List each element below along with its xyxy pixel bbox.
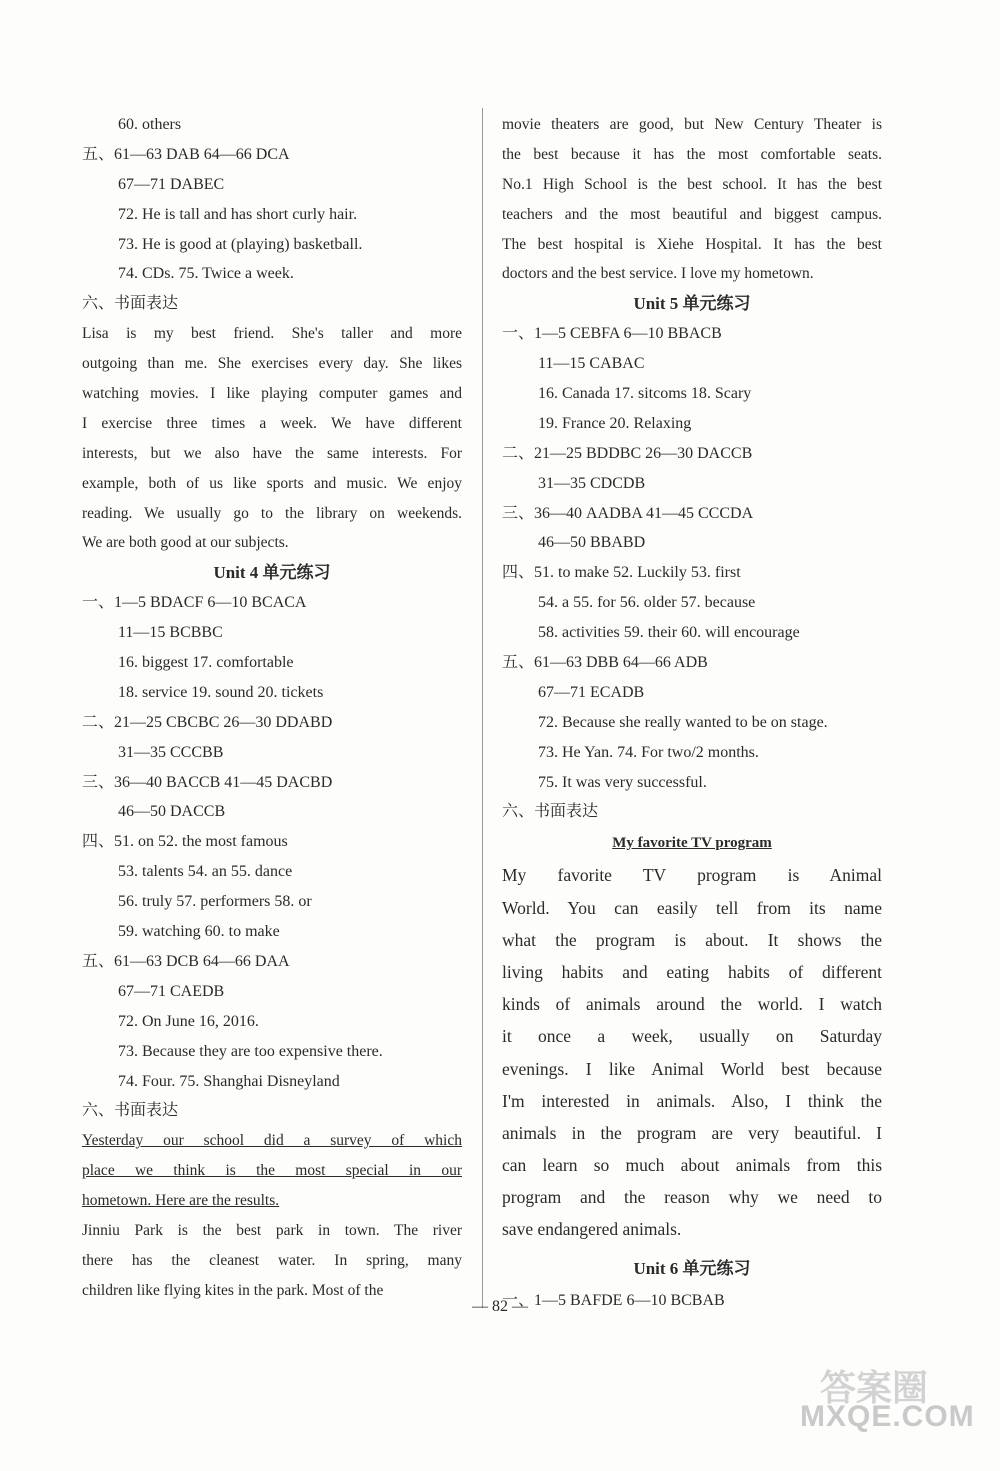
answer-line: 31—35 CCCBB xyxy=(118,743,224,761)
page-number: — 82 — xyxy=(472,1298,528,1315)
paragraph-line: The best hospital is Xiehe Hospital. It has the best xyxy=(502,235,882,253)
unit6-heading: Unit 6 单元练习 xyxy=(633,1258,751,1278)
answer-line: 六、书面表达 xyxy=(82,1102,179,1120)
answer-line: 74. Four. 75. Shanghai Disneyland xyxy=(118,1072,340,1090)
paragraph-line: movie theaters are good, but New Century Theater is xyxy=(502,116,882,133)
answer-line: 18. service 19. sound 20. tickets xyxy=(118,683,324,701)
paragraph-line: interests, but we also have the same interests. For xyxy=(82,444,462,462)
paragraph-line: living habits and eating habits of different xyxy=(502,961,882,982)
paragraph-line: I exercise three times a week. We have different xyxy=(82,414,462,432)
paragraph-line: it once a week, usually on Saturday xyxy=(502,1026,882,1047)
unit4-heading: Unit 4 单元练习 xyxy=(213,563,331,583)
answer-line: 67—71 DABEC xyxy=(118,175,225,193)
answer-line: 56. truly 57. performers 58. or xyxy=(118,893,312,911)
paragraph-line: watching movies. I like playing computer games and xyxy=(82,385,462,403)
unit4-answers xyxy=(82,588,462,1126)
answer-line: 五、61—63 DCB 64—66 DAA xyxy=(82,952,290,970)
answer-line: 三、36—40 BACCB 41—45 DACBD xyxy=(82,773,333,791)
answer-line: 74. CDs. 75. Twice a week. xyxy=(118,265,294,283)
answer-line: 四、51. to make 52. Luckily 53. first xyxy=(502,564,741,582)
answer-line: 60. others xyxy=(118,116,182,133)
paragraph-line: World. You can easily tell from its name xyxy=(502,897,882,918)
paragraph-line: example, both of us like sports and music. We enjoy xyxy=(82,474,462,492)
paragraph-line: save endangered animals. xyxy=(502,1219,682,1240)
paragraph-line: children like flying kites in the park. Most of the xyxy=(82,1281,384,1299)
answer-line: 一、1—5 BAFDE 6—10 BCBAB xyxy=(502,1291,725,1309)
paragraph-line: teachers and the most beautiful and biggest campus. xyxy=(502,205,882,223)
paragraph-line: evenings. I like Animal World best because xyxy=(502,1058,882,1079)
answer-line: 一、1—5 BDACF 6—10 BCACA xyxy=(82,594,307,612)
watermark-logo: 答案圈 xyxy=(820,1368,929,1409)
paragraph-line: the best because it has the most comfortable seats. xyxy=(502,145,882,163)
unit4-essay-body xyxy=(82,1216,462,1306)
answer-line: 三、36—40 AADBA 41—45 CCCDA xyxy=(502,504,754,522)
paragraph-line: what the program is about. It shows the xyxy=(502,929,882,950)
essay-best-friend xyxy=(82,319,462,558)
answer-line: 二、21—25 CBCBC 26—30 DDABD xyxy=(82,713,333,731)
paragraph-line: reading. We usually go to the library on weekends. xyxy=(82,504,462,522)
answer-line: 54. a 55. for 56. older 57. because xyxy=(538,594,756,612)
answer-line: 11—15 CABAC xyxy=(538,355,645,373)
watermark-url: MXQE.COM xyxy=(800,1400,975,1433)
left-answers xyxy=(82,110,462,319)
unit4-essay-intro xyxy=(82,1126,462,1216)
answer-line: 一、1—5 CEBFA 6—10 BBACB xyxy=(502,325,722,343)
paragraph-line: doctors and the best service. I love my hometown. xyxy=(502,265,814,283)
answer-line: 31—35 CDCDB xyxy=(538,474,646,492)
answer-line: 53. talents 54. an 55. dance xyxy=(118,863,293,881)
answer-line: 四、51. on 52. the most famous xyxy=(82,833,288,851)
answer-line: 73. Because they are too expensive there. xyxy=(118,1042,383,1060)
answer-line: 72. Because she really wanted to be on stage. xyxy=(538,713,828,731)
paragraph-line: program and the reason why we need to xyxy=(502,1187,882,1208)
answer-line: 五、61—63 DAB 64—66 DCA xyxy=(82,145,290,163)
paragraph-line: outgoing than me. She exercises every day. She likes xyxy=(82,355,462,373)
unit5-essay-title: My favorite TV program xyxy=(612,835,772,852)
answer-line: 75. It was very successful. xyxy=(538,773,707,791)
unit5-answers xyxy=(502,319,882,827)
paragraph-line: kinds of animals around the world. I watch xyxy=(502,994,882,1015)
answer-line: 59. watching 60. to make xyxy=(118,923,280,941)
paragraph-line: there has the cleanest water. In spring, many xyxy=(82,1251,462,1269)
paragraph-line: Jinniu Park is the best park in town. The river xyxy=(82,1221,462,1239)
answer-line: 19. France 20. Relaxing xyxy=(538,414,692,432)
answer-line: 五、61—63 DBB 64—66 ADB xyxy=(502,654,708,672)
answer-line: 72. On June 16, 2016. xyxy=(118,1012,259,1030)
paragraph-line: hometown. Here are the results. xyxy=(82,1192,280,1210)
answer-line: 73. He is good at (playing) basketball. xyxy=(118,235,363,253)
paragraph-line: I'm interested in animals. Also, I think the xyxy=(502,1090,882,1111)
paragraph-line: Lisa is my best friend. She's taller and more xyxy=(82,325,462,343)
answer-line: 16. Canada 17. sitcoms 18. Scary xyxy=(538,385,752,403)
paragraph-line: animals in the program are very beautiful. I xyxy=(502,1122,882,1143)
answer-line: 67—71 CAEDB xyxy=(118,982,225,1000)
answer-line: 二、21—25 BDDBC 26—30 DACCB xyxy=(502,444,753,462)
right-column xyxy=(502,110,882,1316)
answer-line: 六、书面表达 xyxy=(82,295,179,313)
unit4-essay-continued xyxy=(502,110,882,289)
answer-line: 72. He is tall and has short curly hair. xyxy=(118,205,358,223)
answer-line: 11—15 BCBBC xyxy=(118,624,223,642)
answer-line: 16. biggest 17. comfortable xyxy=(118,654,294,672)
answer-line: 46—50 DACCB xyxy=(118,803,226,821)
paragraph-line: We are both good at our subjects. xyxy=(82,534,289,552)
left-column xyxy=(82,110,462,1306)
answer-line: 46—50 BBABD xyxy=(538,534,646,552)
answer-line: 六、书面表达 xyxy=(502,803,599,821)
column-divider xyxy=(482,108,483,1308)
paragraph-line: place we think is the most special in our xyxy=(82,1162,462,1180)
paragraph-line: Yesterday our school did a survey of which xyxy=(82,1132,462,1150)
answer-line: 73. He Yan. 74. For two/2 months. xyxy=(538,743,759,761)
paragraph-line: No.1 High School is the best school. It has the best xyxy=(502,175,882,193)
answer-line: 67—71 ECADB xyxy=(538,683,645,701)
paragraph-line: can learn so much about animals from this xyxy=(502,1155,882,1176)
answer-line: 58. activities 59. their 60. will encourage xyxy=(538,624,800,642)
unit5-heading: Unit 5 单元练习 xyxy=(633,294,751,314)
paragraph-line: My favorite TV program is Animal xyxy=(502,865,882,886)
unit5-essay xyxy=(502,859,882,1245)
